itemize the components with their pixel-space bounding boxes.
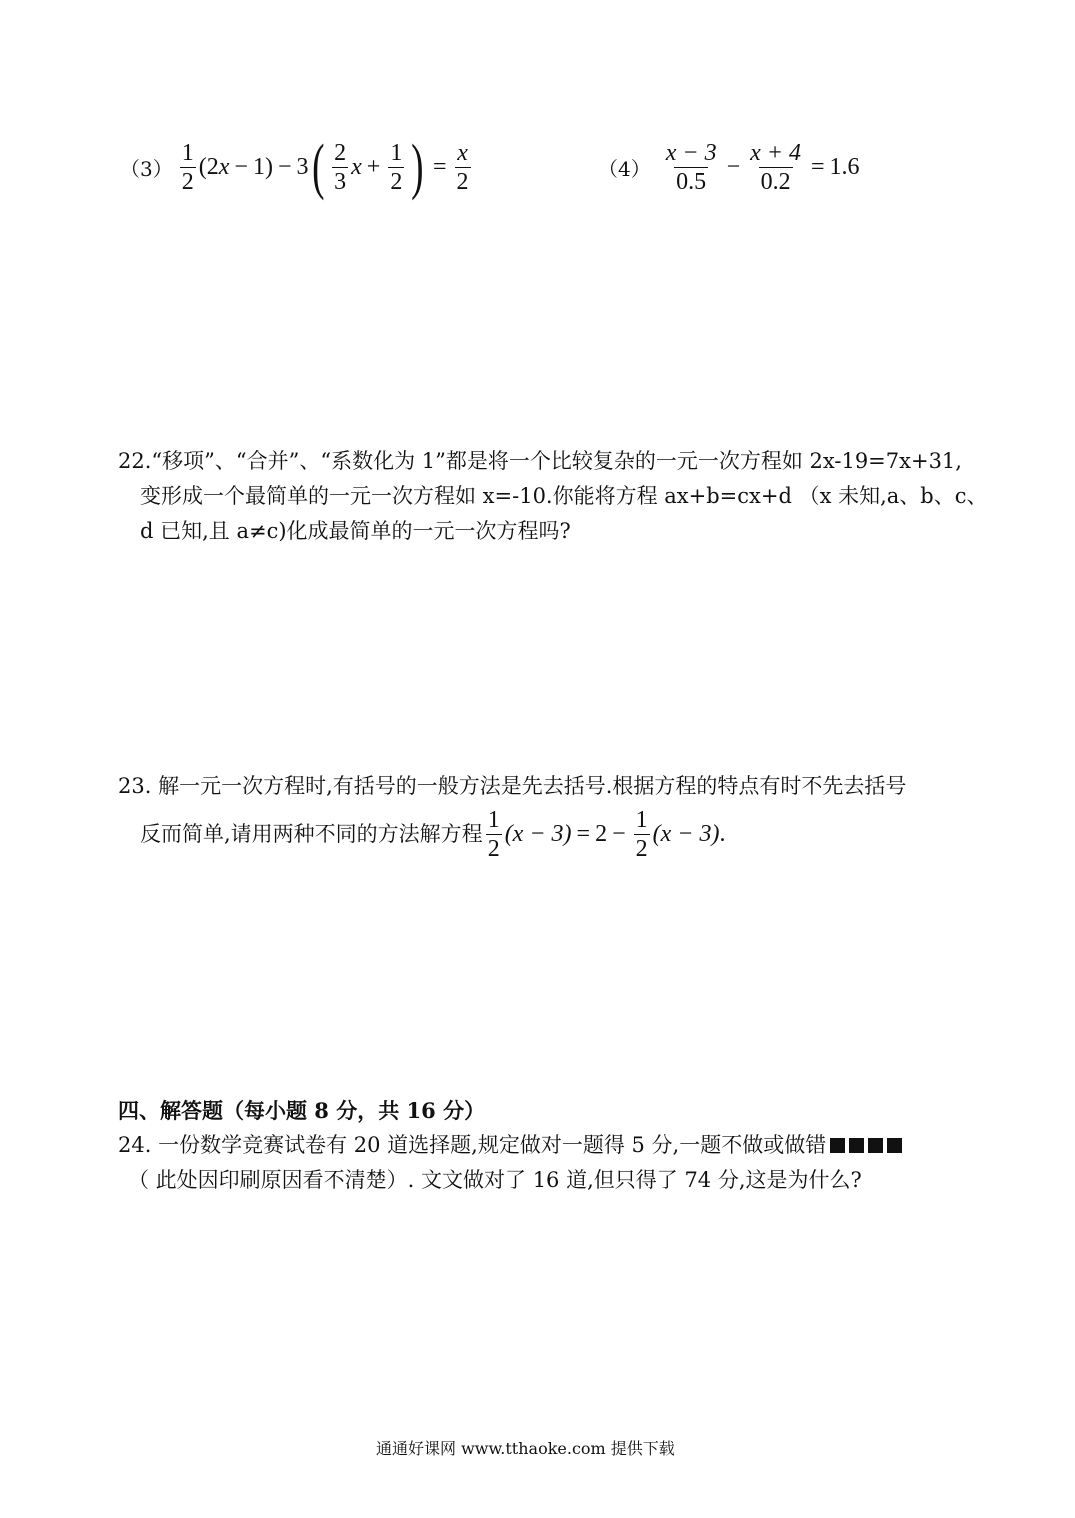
- q22-line-1: 22.“移项”、“合并”、“系数化为 1”都是将一个比较复杂的一元一次方程如 2x-19=7x+31,: [118, 449, 962, 473]
- fraction: $\frac{1}{2}$: [390, 139, 403, 195]
- fraction: $\frac{1}{2}$: [487, 806, 500, 862]
- q23-equation: $\frac{1}{2}$ (x − 3) = 2 − $\frac{1}{2}$ (x − 3) .: [487, 806, 726, 862]
- fraction: $\frac{x - 3}{0.5}$: [665, 139, 717, 195]
- q21-part3-label: （3）: [120, 156, 173, 181]
- q22-line-2: 变形成一个最简单的一元一次方程如 x=-10.你能将方程 ax+b=cx+d （x 未知,a、b、c、: [140, 484, 988, 508]
- q24-line-1-text: 24. 一份数学竞赛试卷有 20 道选择题,规定做对一题得 5 分,一题不做或做错: [118, 1133, 827, 1157]
- blurred-square-icon: [868, 1138, 883, 1153]
- q24-line-2: （ 此处因印刷原因看不清楚）. 文文做对了 16 道,但只得了 74 分,这是为什么?: [128, 1168, 862, 1192]
- blurred-square-icon: [887, 1138, 902, 1153]
- q23-line-1: 23. 解一元一次方程时,有括号的一般方法是先去括号.根据方程的特点有时不先去括号: [118, 774, 907, 798]
- q23-line-2: [140, 802, 725, 866]
- q21-part3-equation: （3） $\frac{1}{2}$ (2 x − 1) − 3 ( $\frac{2}{3}$ x + $\frac{1}{2}$ ) = $\frac{x}{2}$: [120, 133, 469, 201]
- fraction: $\frac{x + 4}{0.2}$: [750, 139, 801, 195]
- q21-part4-label: （4）: [598, 156, 651, 181]
- q21-part4-equation: （4） $\frac{x - 3}{0.5}$ − $\frac{x + 4}{0.2}$ = 1.6: [598, 139, 860, 195]
- section-4-heading: 四、解答题（每小题 8 分，共 16 分）: [118, 1098, 486, 1123]
- q22-line-3: d 已知,且 a≠c)化成最简单的一元一次方程吗?: [140, 519, 571, 543]
- left-paren: (: [312, 133, 326, 201]
- blurred-square-icon: [830, 1138, 845, 1153]
- fraction: $\frac{1}{2}$: [635, 806, 648, 862]
- fraction: $\frac{1}{2}$: [181, 139, 194, 195]
- blurred-square-icon: [849, 1138, 864, 1153]
- q24-line-1: [118, 1127, 902, 1163]
- fraction: $\frac{2}{3}$: [334, 139, 347, 195]
- right-paren: ): [411, 133, 424, 201]
- q23-line-2-text: 反而简单,请用两种不同的方法解方程: [140, 822, 483, 846]
- fraction: $\frac{x}{2}$: [456, 139, 469, 195]
- page-footer: 通通好课网 www.tthaoke.com 提供下载: [376, 1439, 675, 1458]
